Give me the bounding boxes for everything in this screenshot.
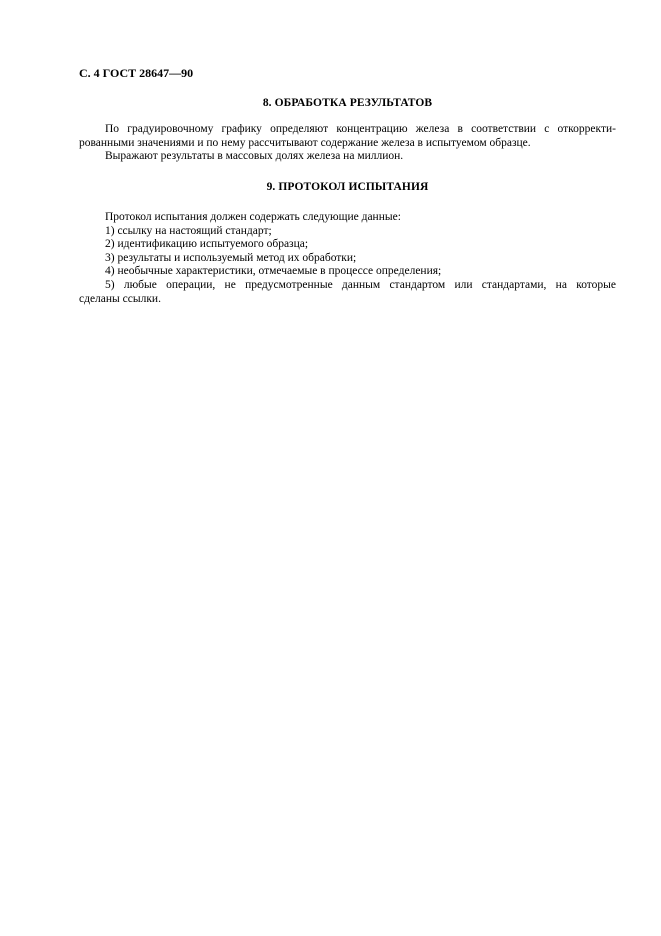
report-requirements-list: [79, 225, 616, 307]
list-item-5-line-1: 5) любые операции, не предусмотренные данным стандартом или стандартами, на которые: [105, 278, 616, 291]
section-8-paragraph-2: Выражают результаты в массовых долях железа на миллион.: [105, 150, 404, 163]
section-9-title: 9. ПРОТОКОЛ ИСПЫТАНИЯ: [266, 181, 429, 193]
list-item-5-line-2: сделаны ссылки.: [79, 292, 161, 305]
section-test-report: [79, 180, 616, 306]
list-item: 3) результаты и используемый метод их обработки;: [105, 251, 357, 264]
section-9-intro: Протокол испытания должен содержать следующие данные:: [105, 211, 401, 223]
running-head: С. 4 ГОСТ 28647—90: [79, 66, 194, 80]
section-8-title: 8. ОБРАБОТКА РЕЗУЛЬТАТОВ: [262, 97, 433, 109]
section-processing-results: [79, 96, 616, 164]
list-item: 4) необычные характеристики, отмечаемые в процессе определения;: [105, 265, 442, 278]
list-item: 1) ссылку на настоящий стандарт;: [105, 224, 272, 237]
list-item: 2) идентификацию испытуемого образца;: [105, 238, 309, 251]
section-8-paragraph-1-line-2: рованными значениями и по нему рассчитывают содержание железа в испытуемом образце.: [79, 136, 531, 149]
section-8-paragraph-1-line-1: По градуировочному графику определяют концентрацию железа в соответствии с откорректи-: [105, 123, 616, 135]
